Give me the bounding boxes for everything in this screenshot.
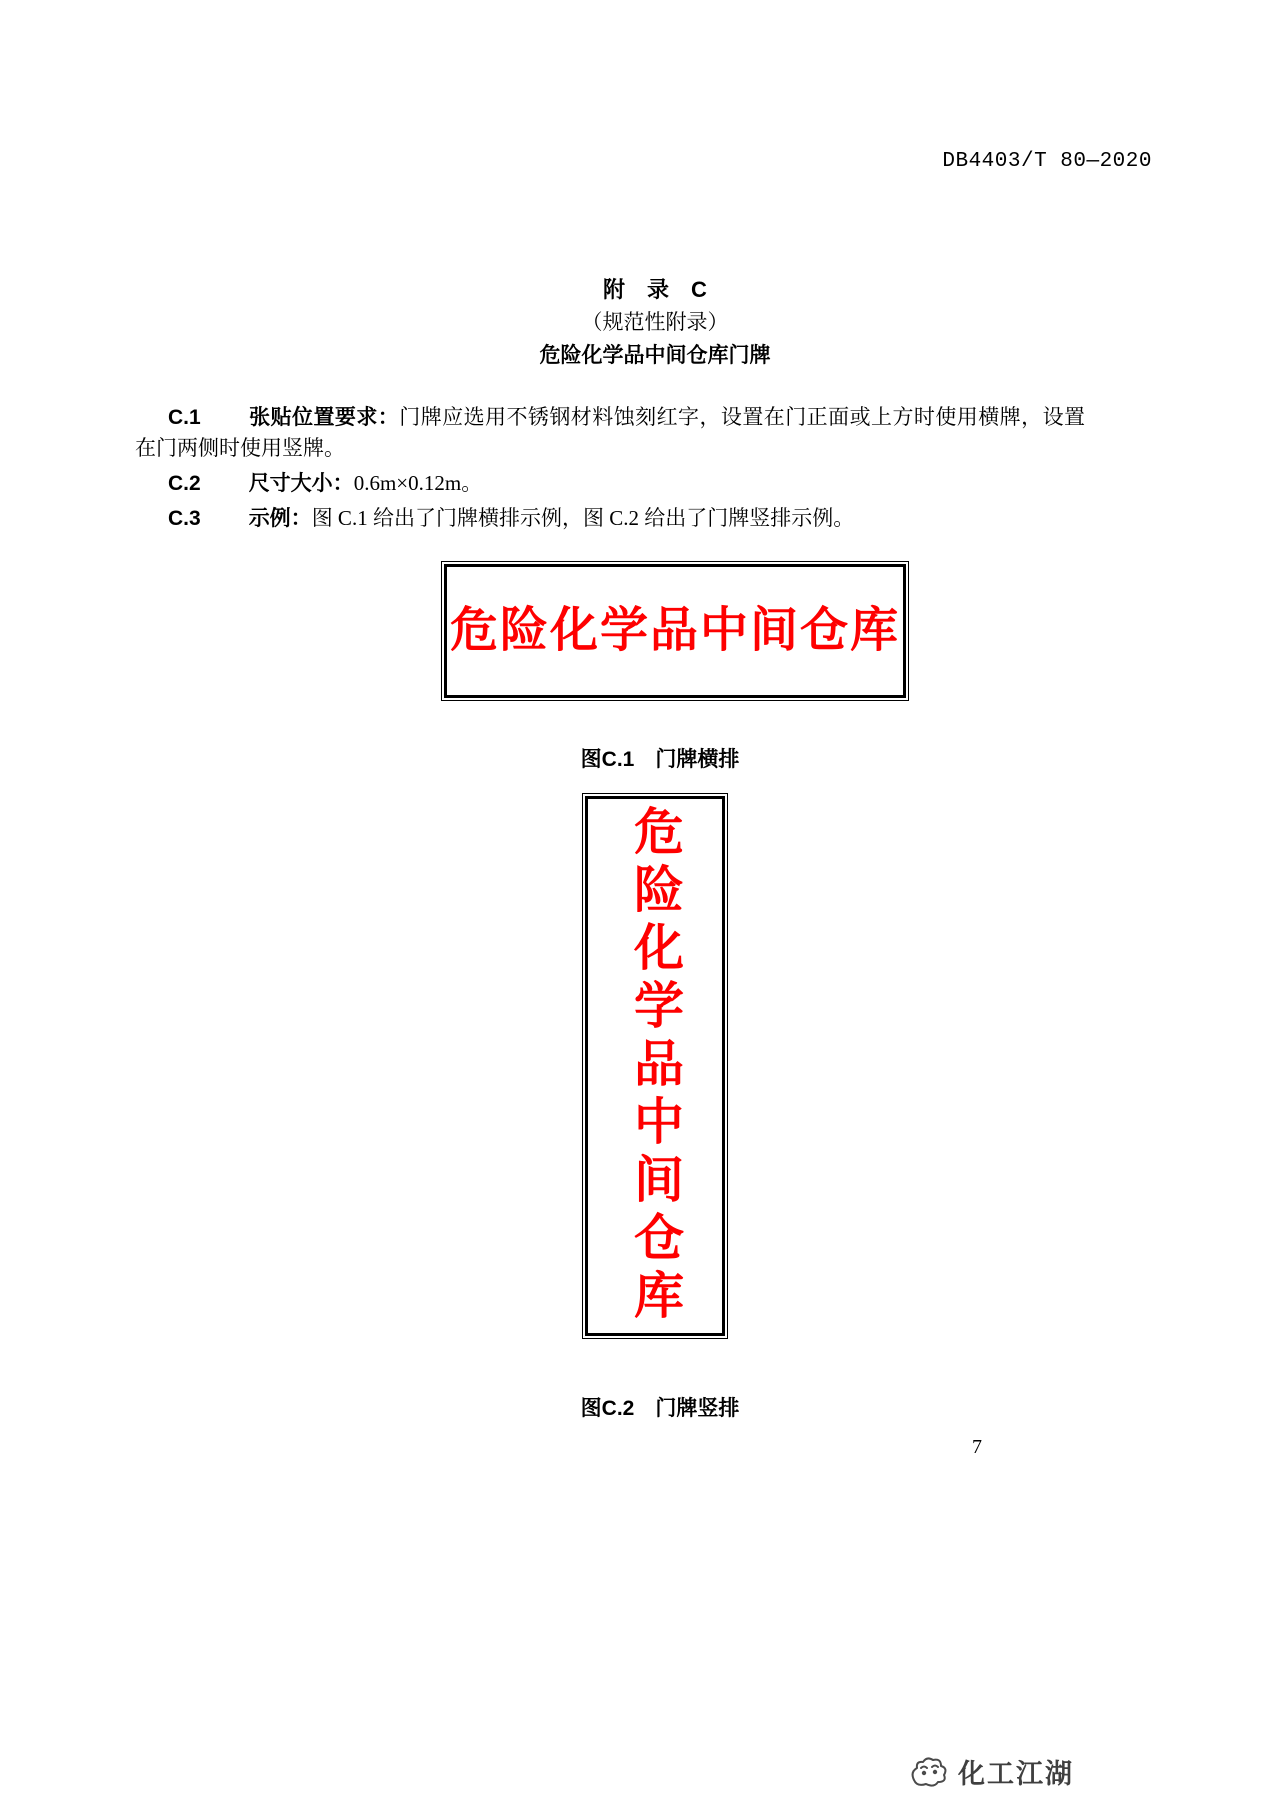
figure-c2-vertical-sign — [582, 793, 728, 1339]
figure-c2-caption: 图C.2 门牌竖排 — [580, 1397, 740, 1420]
clause-c3-number: C.3 — [168, 507, 201, 530]
clause-c1 — [135, 402, 1085, 464]
figure-c1-caption: 图C.1 门牌横排 — [580, 748, 740, 771]
clause-c2 — [135, 468, 1085, 499]
horizontal-sign-text: 危险化学品中间仓库 — [449, 604, 900, 657]
clause-c1-label: 张贴位置要求： — [248, 406, 400, 429]
page-number: 7 — [972, 1436, 982, 1458]
vertical-sign-frame — [585, 796, 725, 1336]
figure-c1-horizontal-sign — [441, 561, 909, 701]
clause-c2-label: 尺寸大小： — [248, 472, 354, 495]
clause-c3 — [135, 503, 1085, 534]
appendix-subtitle: （规范性附录） — [581, 311, 729, 334]
brand-watermark — [908, 1752, 1074, 1791]
brand-logo-icon — [908, 1754, 952, 1790]
appendix-title-block — [540, 273, 771, 372]
appendix-title: 附 录 C — [603, 277, 707, 302]
clause-c1-number: C.1 — [168, 406, 201, 429]
brand-name: 化工江湖 — [958, 1759, 1074, 1789]
clause-list — [135, 402, 1085, 534]
clause-c2-number: C.2 — [168, 472, 201, 495]
horizontal-sign-frame — [444, 564, 906, 698]
appendix-heading: 危险化学品中间仓库门牌 — [539, 344, 771, 367]
clause-c1-text: 门牌应选用不锈钢材料蚀刻红字，设置在门正面或上方时使用横牌，设置在门两侧时使用竖牌。 — [135, 405, 1086, 460]
clause-c3-text: 图 C.1 给出了门牌横排示例，图 C.2 给出了门牌竖排示例。 — [311, 506, 855, 530]
standard-code: DB4403/T 80—2020 — [942, 150, 1152, 173]
vertical-sign-text: 危险化学品中间仓库 — [627, 805, 683, 1327]
clause-c3-label: 示例： — [248, 507, 312, 530]
clause-c2-text: 0.6m×0.12m。 — [353, 471, 483, 495]
